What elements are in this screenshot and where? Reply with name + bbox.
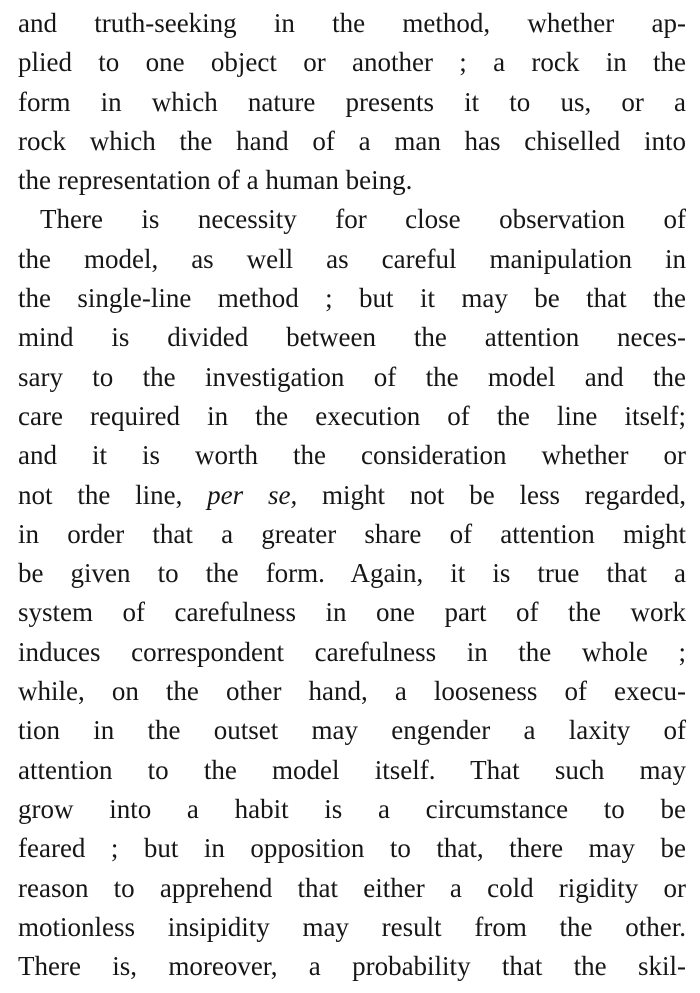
text-line: tion in the outset may engender a laxity of bbox=[18, 715, 686, 746]
text-line: grow into a habit is a circumstance to be bbox=[18, 793, 686, 824]
text-line: the single-line method ; but it may be that the bbox=[18, 283, 686, 314]
paragraph-start-line: There is necessity for close observation of bbox=[40, 204, 686, 235]
text-line: the model, as well as careful manipulation in bbox=[18, 243, 686, 274]
text-line: induces correspondent carefulness in the whole ; bbox=[18, 636, 686, 667]
text-line: reason to apprehend that either a cold rigidity or bbox=[18, 872, 686, 903]
text-line: rock which the hand of a man has chiselled into bbox=[18, 125, 686, 156]
text-line: be given to the form. Again, it is true that a bbox=[18, 558, 686, 589]
text-line: motionless insipidity may result from the other. bbox=[18, 911, 686, 942]
line-text-before: not the line, bbox=[18, 479, 208, 510]
text-line: attention to the model itself. That such may bbox=[18, 754, 686, 785]
text-line-with-italic bbox=[18, 476, 686, 515]
line-text-after: might not be less regarded, bbox=[297, 479, 686, 510]
paragraph-end-line: the representation of a human being. bbox=[18, 165, 413, 196]
text-line: plied to one object or another ; a rock in the bbox=[18, 47, 686, 78]
text-line: feared ; but in opposition to that, there may be bbox=[18, 833, 686, 864]
text-line: and truth-seeking in the method, whether ap- bbox=[18, 8, 686, 38]
text-line: form in which nature presents it to us, or a bbox=[18, 86, 686, 117]
italic-phrase: per se, bbox=[207, 479, 298, 510]
text-line: system of carefulness in one part of the work bbox=[18, 597, 686, 628]
text-line: mind is divided between the attention neces- bbox=[18, 322, 686, 353]
text-line: sary to the investigation of the model and the bbox=[18, 361, 686, 392]
text-line: in order that a greater share of attention might bbox=[18, 518, 686, 549]
text-line: and it is worth the consideration whether or bbox=[18, 440, 686, 471]
book-page bbox=[18, 4, 686, 986]
text-line: while, on the other hand, a looseness of execu- bbox=[18, 676, 686, 707]
text-line: care required in the execution of the line itself; bbox=[18, 400, 686, 431]
text-line: There is, moreover, a probability that the skil- bbox=[18, 951, 686, 982]
